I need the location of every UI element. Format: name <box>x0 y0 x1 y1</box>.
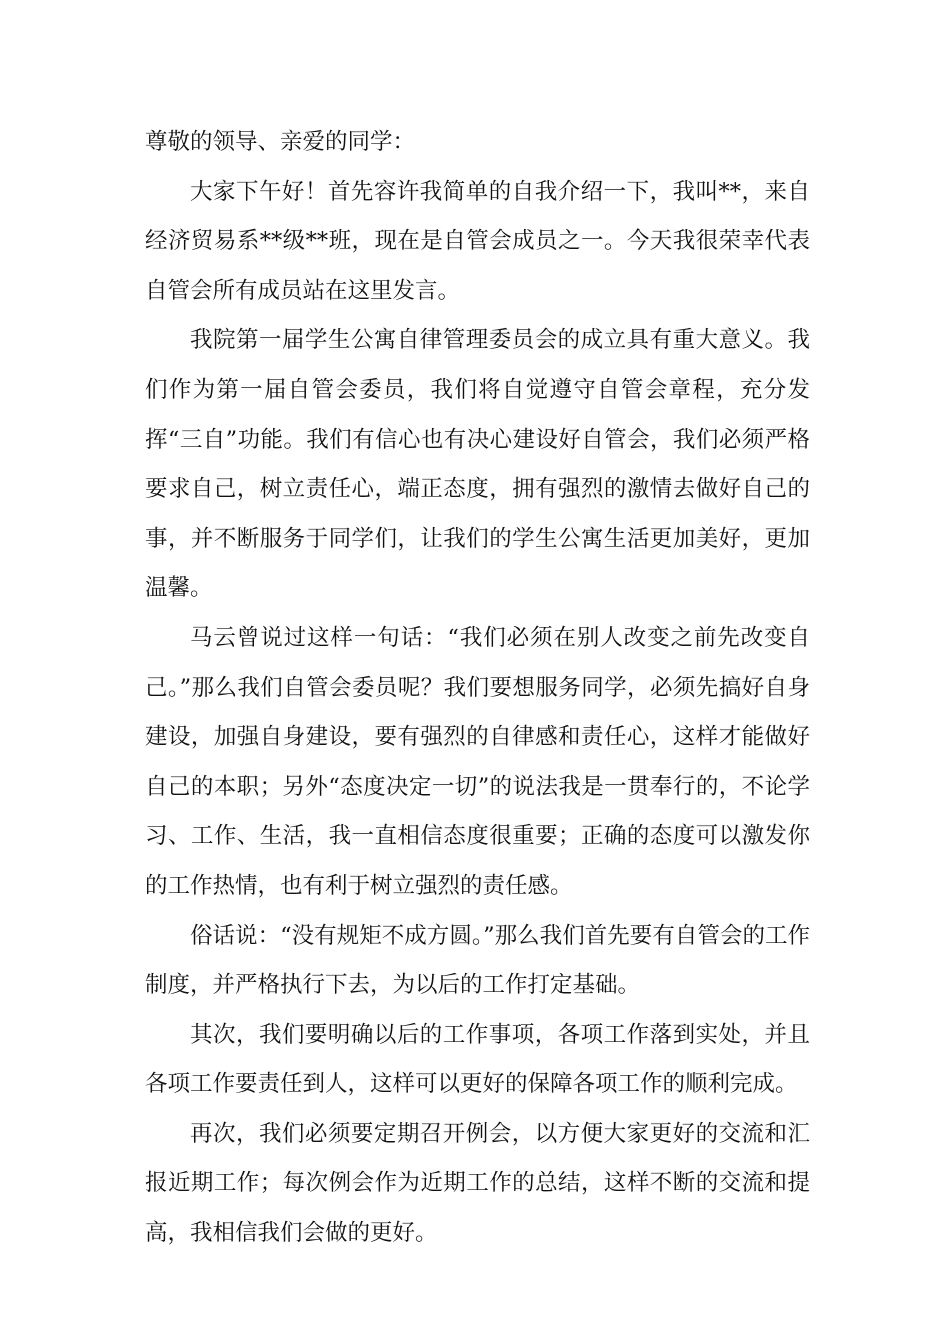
paragraph-self-introduction: 大家下午好！首先容许我简单的自我介绍一下，我叫**，来自经济贸易系**级**班，现在是自管会成员之一。今天我很荣幸代表自管会所有成员站在这里发言。 <box>145 178 810 304</box>
salutation: 尊敬的领导、亲爱的同学： <box>145 129 416 155</box>
paragraph-work-rules: 俗话说：“没有规矩不成方圆。”那么我们首先要有自管会的工作制度，并严格执行下去，为以后的工作打定基础。 <box>145 922 810 999</box>
paragraph-work-responsibility: 其次，我们要明确以后的工作事项，各项工作落到实处，并且各项工作要责任到人，这样可以更好的保障各项工作的顺利完成。 <box>145 1021 810 1098</box>
paragraph-regular-meetings: 再次，我们必须要定期召开例会，以方便大家更好的交流和汇报近期工作；每次例会作为近期工作的总结，这样不断的交流和提高，我相信我们会做的更好。 <box>145 1120 810 1247</box>
paragraph-self-discipline: 马云曾说过这样一句话：“我们必须在别人改变之前先改变自己。”那么我们自管会委员呢？我们要想服务同学，必须先搞好自身建设，加强自身建设，要有强烈的自律感和责任心，这样才能做好自己的本职；另外“态度决定一切”的说法我是一贯奉行的，不论学习、工作、生活，我一直相信态度很重要；正确的态度可以激发你的工作热情，也有利于树立强烈的责任感。 <box>145 624 810 899</box>
document-body <box>145 118 810 1259</box>
paragraph-committee-significance: 我院第一届学生公寓自律管理委员会的成立具有重大意义。我们作为第一届自管会委员，我们将自觉遵守自管会章程，充分发挥“三自”功能。我们有信心也有决心建设好自管会，我们必须严格要求自己，树立责任心，端正态度，拥有强烈的激情去做好自己的事，并不断服务于同学们，让我们的学生公寓生活更加美好，更加温馨。 <box>145 327 810 602</box>
